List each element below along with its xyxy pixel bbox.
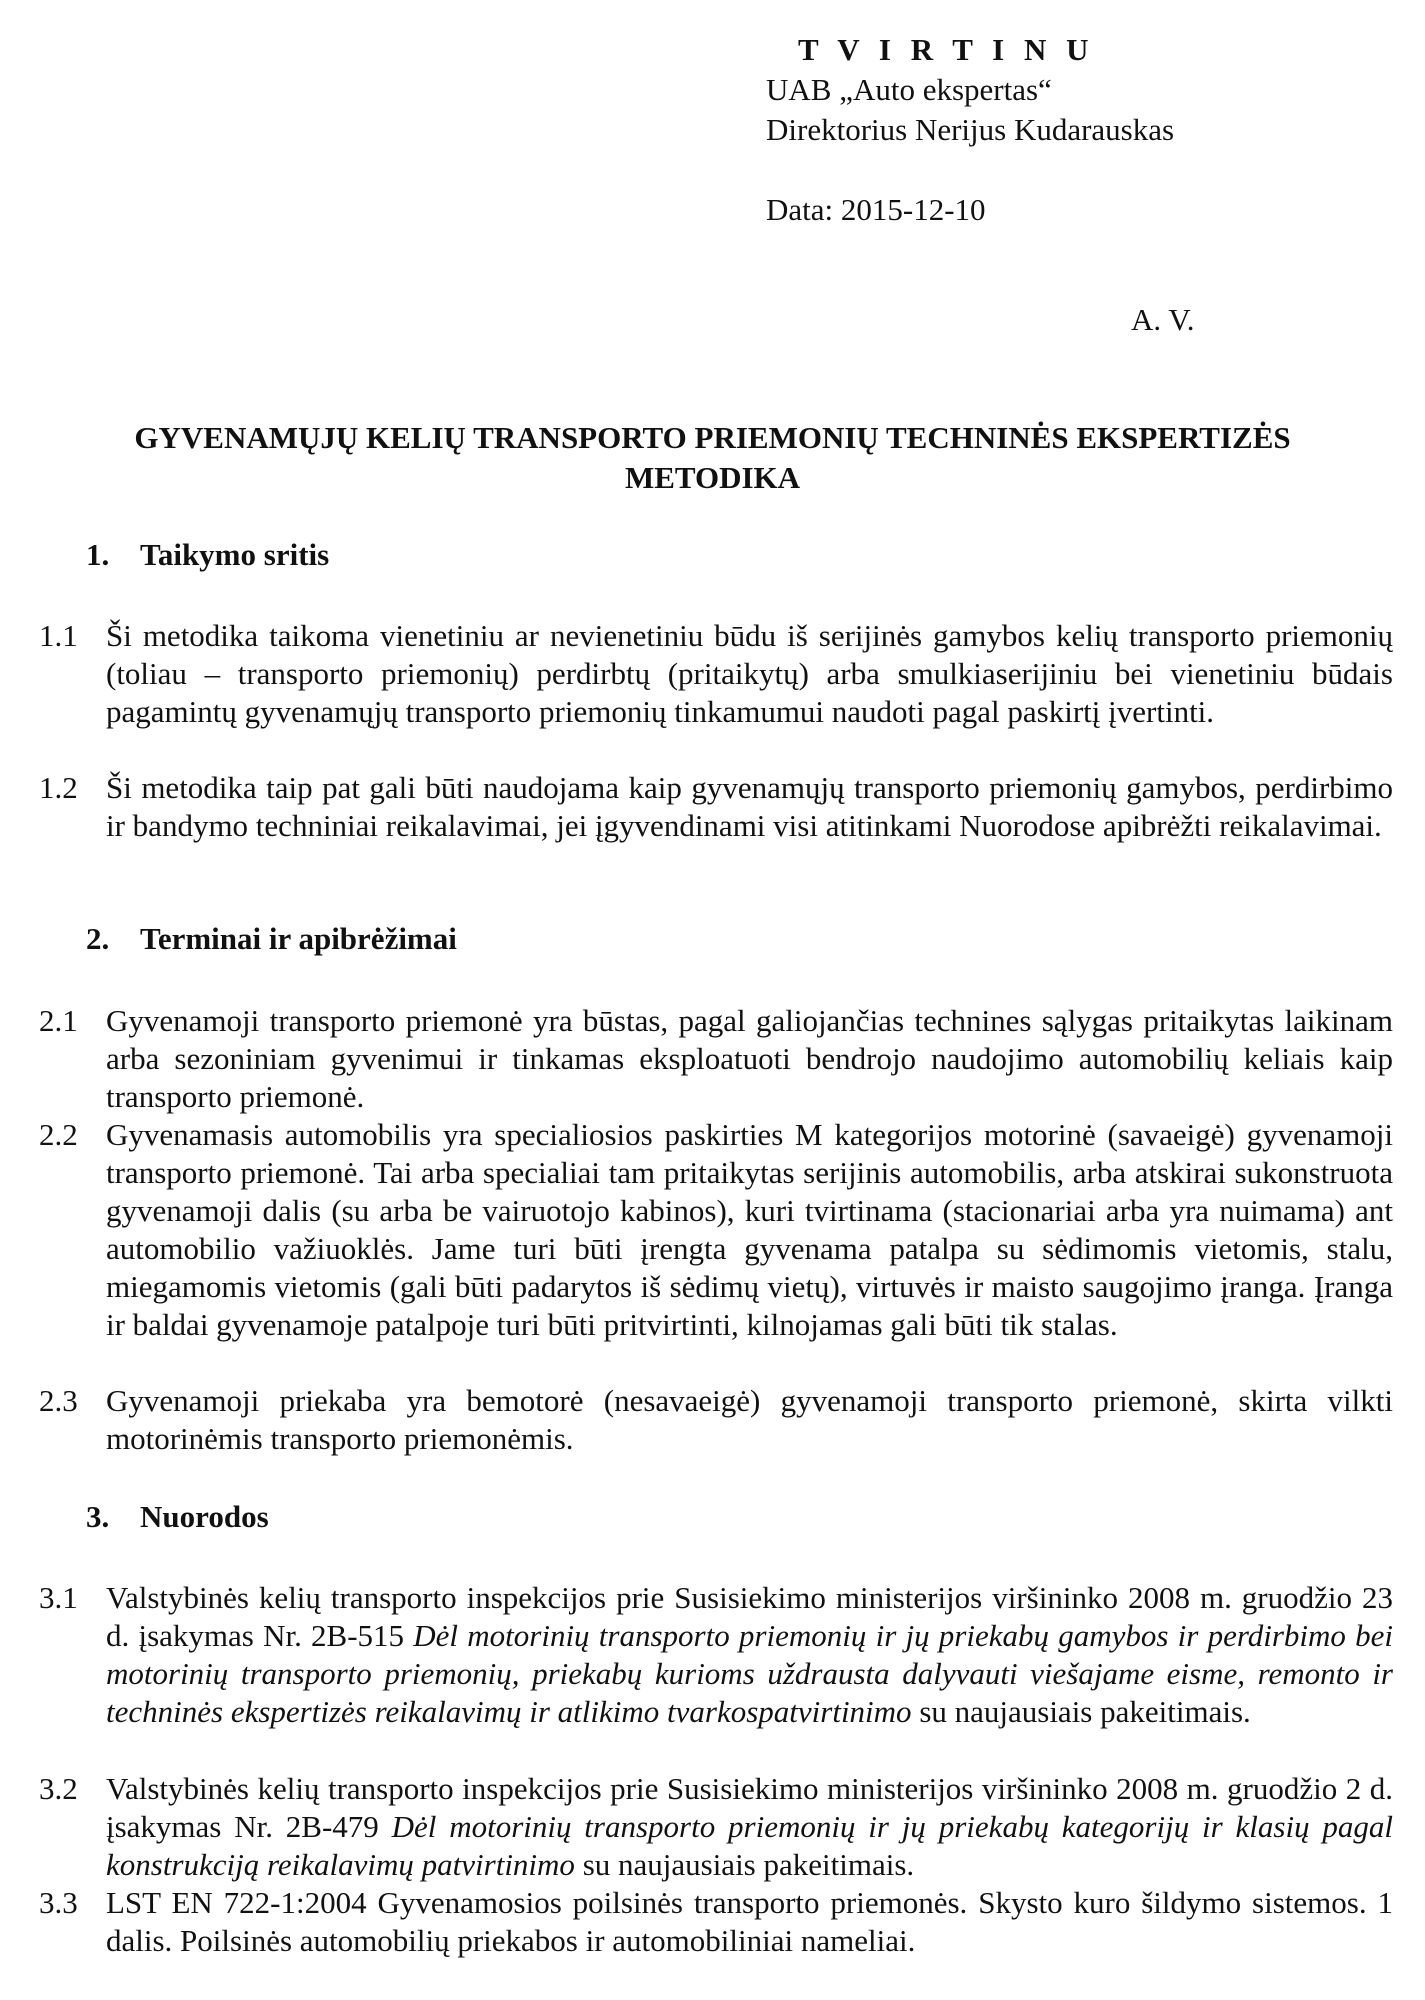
approval-date: Data: 2015-12-10 — [766, 192, 986, 227]
section-number: 1. — [86, 537, 110, 572]
item-text: Ši metodika taikoma vienetiniu ar nevienetiniu būdu iš serijinės gamybos kelių transporto priemonių (toliau – transporto priemonių) perdirbtų (pritaikytų) arba smulkiaserijiniu bei vienetiniu būdais pagamintų gyvenamųjų transporto priemonių tinkamumui naudoti pagal paskirtį įvertinti. — [106, 618, 1393, 729]
item-text-start: Valstybinės kelių transporto inspekcijos prie Susisiekimo ministerijos viršininko 2008 m. gruodžio 2 d. įsakymas Nr. 2B-479 — [106, 1771, 1393, 1844]
section-title: Terminai ir apibrėžimai — [140, 921, 457, 956]
item-text-italic: Dėl motorinių transporto priemonių ir jų priekabų kategorijų ir klasių pagal konstrukciją reikalavimų patvirtinimo — [106, 1809, 1394, 1882]
item-number: 2.3 — [39, 1383, 78, 1418]
document-title-line2: METODIKA — [624, 460, 801, 495]
section-title: Nuorodos — [140, 1499, 269, 1534]
section-heading-1 — [86, 537, 329, 573]
item-text: Gyvenamoji transporto priemonė yra būstas, pagal galiojančias technines sąlygas pritaikytas laikinam arba sezoniniam gyvenimui ir tinkamas eksploatuoti bendrojo naudojimo automobilių keliais kaip transporto priemonė. — [106, 1003, 1393, 1114]
list-item — [39, 617, 1393, 731]
list-item — [39, 1382, 1393, 1458]
item-text-start: Valstybinės kelių transporto inspekcijos prie Susisiekimo ministerijos viršininko 2008 m. gruodžio 23 d. įsakymas Nr. 2B-515 — [106, 1580, 1393, 1653]
list-item — [39, 1884, 1393, 1960]
item-text — [106, 1770, 1393, 1884]
item-text: Gyvenamoji priekaba yra bemotorė (nesavaeigė) gyvenamoji transporto priemonė, skirta vilkti motorinėmis transporto priemonėmis. — [106, 1383, 1393, 1456]
list-item — [39, 1770, 1393, 1884]
item-text-end: su naujausiais pakeitimais. — [919, 1694, 1251, 1729]
item-number: 2.2 — [39, 1117, 78, 1152]
list-item — [39, 1116, 1393, 1344]
item-text: Gyvenamasis automobilis yra specialiosios paskirties M kategorijos motorinė (savaeigė) gyvenamoji transporto priemonė. Tai arba specialiai tam pritaikytas serijinis automobilis, arba atskirai sukonstruota gyvenamoji dalis (su arba be vairuotojo kabinos), kuri tvirtinama (stacionariai arba yra nuimama) ant automobilio važiuoklės. Jame turi būti įrengta gyvenama patalpa su sėdimomis vietomis, stalu, miegamomis vietomis (gali būti padarytos iš sėdimų vietų), virtuvės ir maisto saugojimo įranga. Įranga ir baldai gyvenamoje patalpoje turi būti pritvirtinti, kilnojamas gali būti tik stalas. — [106, 1117, 1393, 1342]
stamp-place: A. V. — [1131, 302, 1195, 337]
item-number: 3.1 — [39, 1580, 78, 1615]
item-number: 1.2 — [39, 770, 78, 805]
director-name: Direktorius Nerijus Kudarauskas — [766, 112, 1175, 147]
item-text-italic: Dėl motorinių transporto priemonių ir jų priekabų gamybos ir perdirbimo bei motorinių transporto priemonių, priekabų kurioms uždrausta dalyvauti viešajame eisme, remonto ir techninės ekspertizės reikalavimų ir atlikimo tvarkospatvirtinimo — [106, 1618, 1394, 1729]
item-text — [106, 1579, 1393, 1731]
approval-block — [766, 30, 1174, 230]
section-number: 2. — [86, 921, 110, 956]
item-text: LST EN 722-1:2004 Gyvenamosios poilsinės transporto priemonės. Skysto kuro šildymo sistemos. 1 dalis. Poilsinės automobilių priekabos ir automobiliniai nameliai. — [106, 1885, 1393, 1958]
list-item — [39, 769, 1393, 845]
section-number: 3. — [86, 1499, 110, 1534]
section-title: Taikymo sritis — [140, 537, 330, 572]
list-item — [39, 1579, 1393, 1731]
section-heading-3 — [86, 1499, 269, 1535]
company-name: UAB „Auto ekspertas“ — [766, 72, 1052, 107]
item-number: 3.3 — [39, 1885, 78, 1920]
section-heading-2 — [86, 921, 457, 957]
list-item — [39, 1002, 1393, 1116]
document-title — [60, 418, 1365, 498]
item-text-end: su naujausiais pakeitimais. — [582, 1847, 915, 1882]
approval-heading: T V I R T I N U — [798, 32, 1095, 67]
item-number: 1.1 — [39, 618, 78, 653]
item-number: 3.2 — [39, 1771, 78, 1806]
item-number: 2.1 — [39, 1003, 78, 1038]
item-text: Ši metodika taip pat gali būti naudojama kaip gyvenamųjų transporto priemonių gamybos, perdirbimo ir bandymo techniniai reikalavimai, jei įgyvendinami visi atitinkami Nuorodose apibrėžti reikalavimai. — [106, 770, 1393, 843]
document-title-line1: GYVENAMŲJŲ KELIŲ TRANSPORTO PRIEMONIŲ TECHNINĖS EKSPERTIZĖS — [134, 420, 1291, 455]
